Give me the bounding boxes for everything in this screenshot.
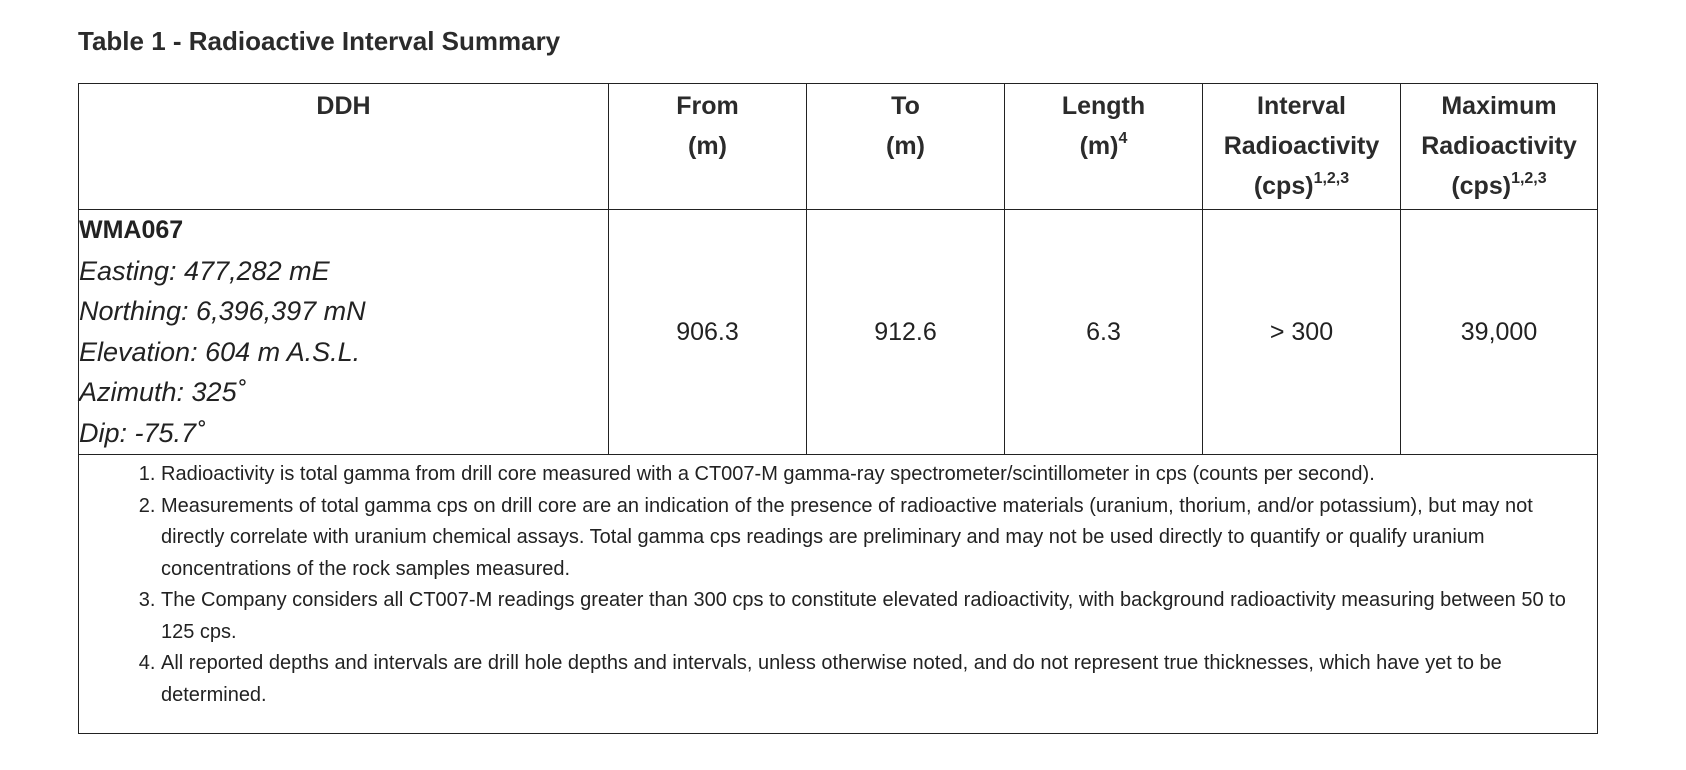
dip: Dip: -75.7˚ — [79, 417, 206, 448]
header-to — [807, 84, 1005, 210]
length-value: 6.3 — [1005, 210, 1203, 455]
header-maximum-label-2: Radioactivity — [1421, 132, 1577, 160]
footnote-3: 3. The Company considers all CT007-M readings greater than 300 cps to constitute elevated radioactivity, with background radioactivity measuring between 50 to 125 cps. — [161, 585, 1591, 648]
header-interval-unit-line — [1203, 166, 1400, 206]
header-from-label: From — [676, 92, 739, 120]
hole-id: WMA067 — [79, 216, 184, 244]
header-maximum-footnote-ref: 1,2,3 — [1511, 169, 1547, 187]
header-from-unit: (m) — [688, 132, 727, 160]
maximum-radioactivity-value: 39,000 — [1401, 210, 1598, 455]
table-row — [79, 210, 1598, 455]
to-value: 912.6 — [807, 210, 1005, 455]
header-length-unit: (m) — [1079, 132, 1119, 160]
header-ddh-label: DDH — [316, 92, 371, 120]
azimuth: Azimuth: 325˚ — [79, 377, 246, 407]
header-length-unit-line — [1005, 126, 1202, 166]
header-interval-label-2: Radioactivity — [1223, 132, 1380, 160]
header-maximum-radioactivity — [1401, 84, 1598, 210]
table-title: Table 1 - Radioactive Interval Summary — [78, 26, 561, 56]
ddh-cell — [79, 210, 609, 455]
northing: Northing: 6,396,397 mN — [79, 296, 366, 326]
from-value: 906.3 — [609, 210, 807, 455]
header-maximum-unit: (cps) — [1451, 172, 1512, 200]
header-interval-footnote-ref: 1,2,3 — [1313, 169, 1350, 187]
header-length-footnote-ref: 4 — [1118, 129, 1128, 147]
header-to-unit: (m) — [886, 132, 925, 160]
notes-row — [79, 455, 1598, 734]
header-interval-label: Interval — [1257, 92, 1346, 120]
header-interval-radioactivity — [1203, 84, 1401, 210]
header-to-label: To — [891, 92, 920, 120]
footnote-2: 2. Measurements of total gamma cps on drill core are an indication of the presence of radioactive materials (uranium, thorium, and/or potassium), but may not directly correlate with uranium chemical assays. Total gamma cps readings are preliminary and may not be used directly to quantify or qualify uranium concentrations of the rock samples measured. — [161, 491, 1591, 586]
header-interval-unit: (cps) — [1253, 172, 1314, 200]
header-maximum-unit-line — [1401, 166, 1597, 206]
notes-cell — [79, 455, 1598, 734]
header-ddh — [79, 84, 609, 210]
table-header-row — [79, 84, 1598, 210]
interval-radioactivity-value: > 300 — [1203, 210, 1401, 455]
elevation: Elevation: 604 m A.S.L. — [79, 336, 361, 367]
header-maximum-label: Maximum — [1441, 92, 1557, 120]
footnote-list — [79, 459, 1597, 711]
easting: Easting: 477,282 mE — [79, 255, 330, 286]
footnote-1: 1. Radioactivity is total gamma from drill core measured with a CT007-M gamma-ray spectrometer/scintillometer in cps (counts per second). — [161, 459, 1591, 491]
header-length — [1005, 84, 1203, 210]
radioactive-interval-table — [78, 83, 1598, 734]
header-from — [609, 84, 807, 210]
footnote-4: 4. All reported depths and intervals are drill hole depths and intervals, unless otherwise noted, and do not represent true thicknesses, which have yet to be determined. — [161, 648, 1591, 711]
header-length-label: Length — [1061, 92, 1146, 120]
